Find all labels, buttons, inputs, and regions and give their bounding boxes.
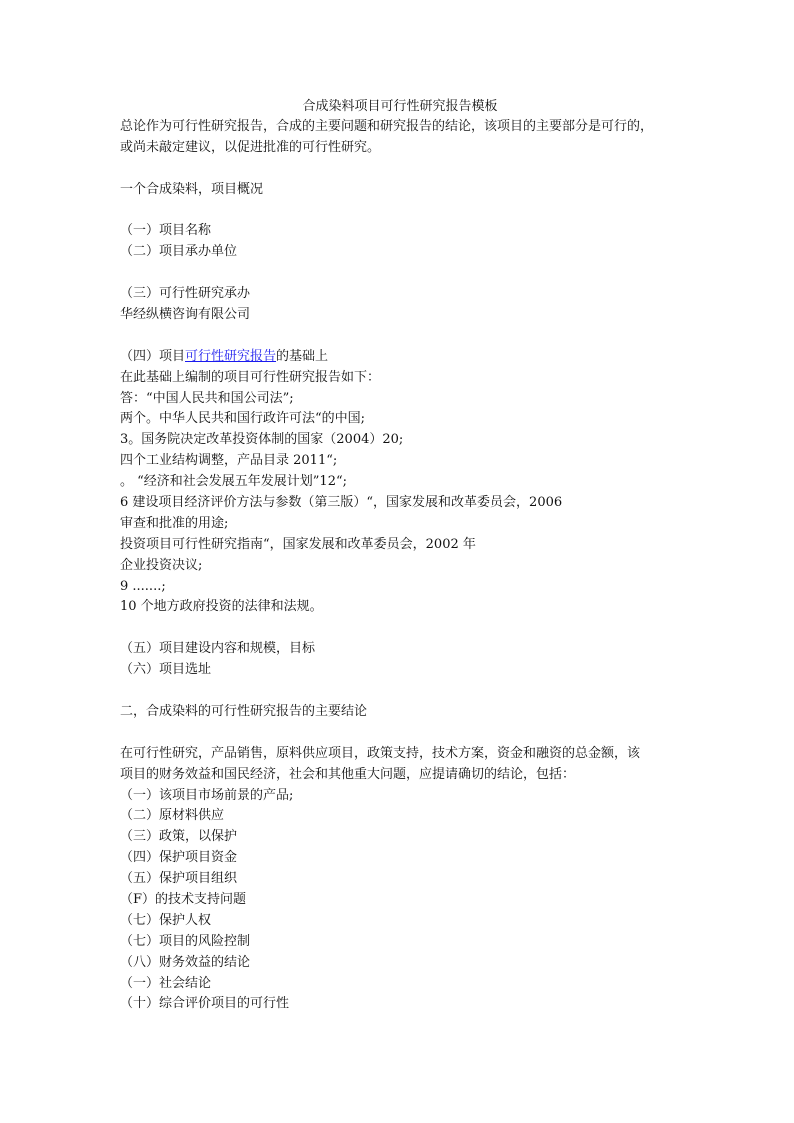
list-item: （五）项目建设内容和规模，目标 [120,641,316,657]
item4-suffix: 的基础上 [276,348,329,364]
intro-line-2: 或尚未敲定建议，以促进批准的可行性研究。 [120,139,381,155]
document-title: 合成染料项目可行性研究报告模板 [302,99,498,114]
list-item: （七）项目的风险控制 [120,933,251,949]
spacer [120,618,680,639]
basis-line: 6 建设项目经济评价方法与参数（第三版）“，国家发展和改革委员会，2006 [120,495,563,511]
section-2-intro-line-2: 项目的财务效益和国民经济，社会和其他重大问题，应提请确切的结论，包括： [120,766,576,782]
basis-line: 。 “经济和社会发展五年发展计划”12“; [120,474,347,490]
spacer [120,723,680,744]
basis-line: 答：“中国人民共和国公司法”; [120,390,294,406]
list-item: （F）的技术支持问题 [120,891,247,907]
list-item: （七）保护人权 [120,912,212,928]
basis-line: 投资项目可行性研究指南“，国家发展和改革委员会，2002 年 [120,536,476,552]
basis-line: 3。国务院决定改革投资体制的国家（2004）20; [120,432,404,448]
consultant-name: 华经纵横咨询有限公司 [120,307,251,323]
section-2-heading: 二，合成染料的可行性研究报告的主要结论 [120,703,368,719]
basis-line: 企业投资决议; [120,557,203,573]
spacer [120,326,680,347]
basis-line: 审查和批准的用途; [120,515,229,531]
basis-line: 10 个地方政府投资的法律和法规。 [120,599,323,615]
list-item: （五）保护项目组织 [120,871,238,887]
section-2-intro-line-1: 在可行性研究，产品销售，原料供应项目，政策支持，技术方案，资金和融资的总金额，该 [120,745,641,761]
spacer [120,159,680,180]
list-item: （二）原材料供应 [120,808,225,824]
list-item: （一）项目名称 [120,223,212,239]
list-item [120,347,680,368]
feasibility-report-link[interactable]: 可行性研究报告 [185,348,277,364]
list-item: （六）项目选址 [120,662,212,678]
spacer [120,201,680,222]
basis-line: 在此基础上编制的项目可行性研究报告如下： [120,369,381,385]
section-1-heading: 一个合成染料，项目概况 [120,181,264,197]
basis-line: 9 .......; [120,578,166,594]
list-item: （三）可行性研究承办 [120,286,251,302]
list-item: （一）社会结论 [120,975,212,991]
intro-line-1: 总论作为可行性研究报告，合成的主要问题和研究报告的结论，该项目的主要部分是可行的， [120,119,654,134]
spacer [120,681,680,702]
item4-prefix: （四）项目 [120,348,186,364]
basis-line: 四个工业结构调整，产品目录 2011“; [120,453,338,469]
document-page [120,97,680,1015]
spacer [120,263,680,284]
list-item: （四）保护项目资金 [120,850,238,866]
list-item: （二）项目承办单位 [120,244,238,260]
list-item: （一）该项目市场前景的产品; [120,787,294,803]
list-item: （八）财务效益的结论 [120,954,251,970]
list-item: （三）政策，以保护 [120,829,238,845]
list-item: （十）综合评价项目的可行性 [120,996,290,1012]
basis-line: 两个。中华人民共和国行政许可法“的中国; [120,411,366,427]
